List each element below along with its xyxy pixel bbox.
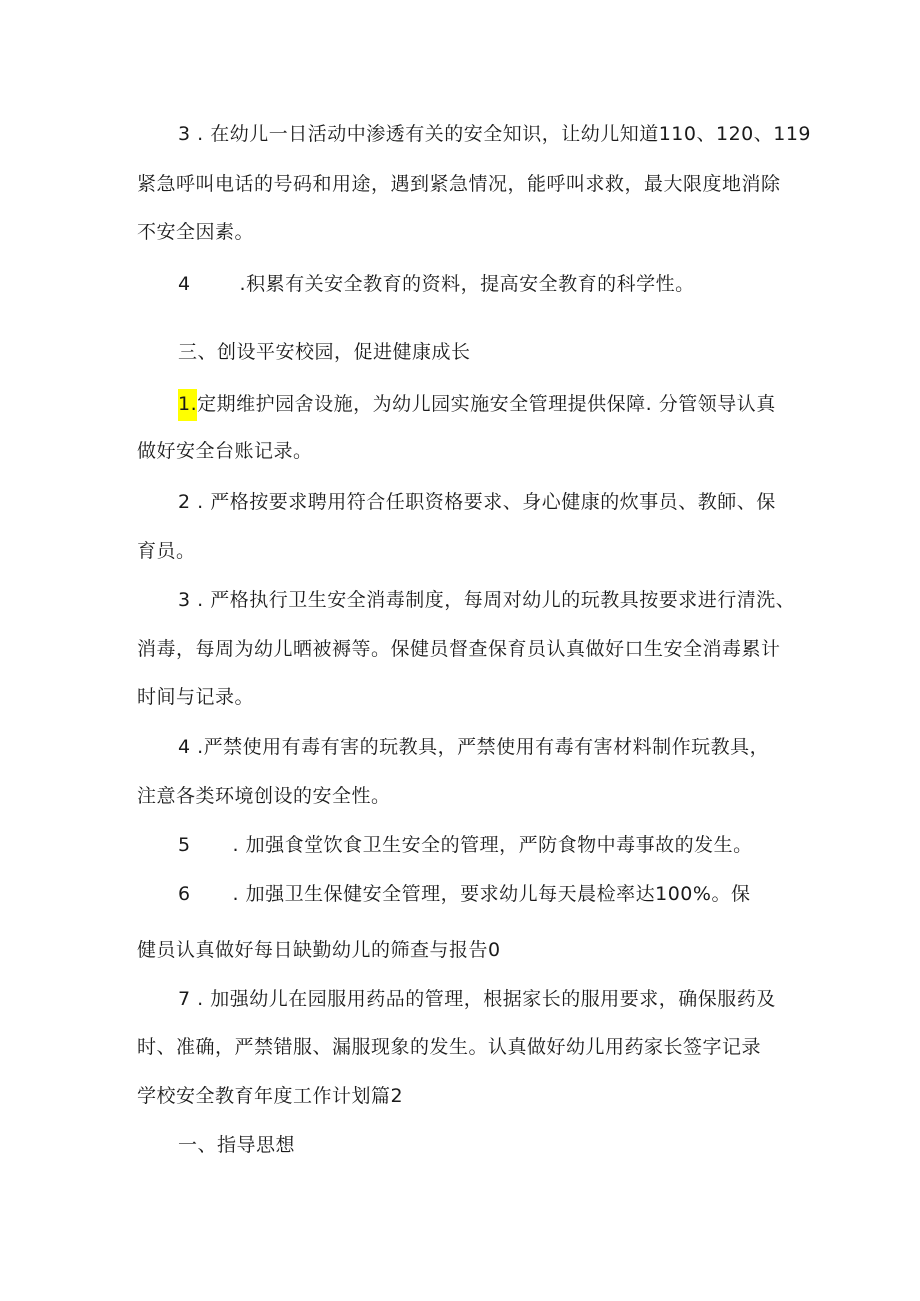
paragraph-line	[137, 219, 254, 245]
list-number: 5	[178, 834, 191, 856]
line-text: 时间与记录。	[137, 686, 255, 708]
list-number: 4	[178, 273, 191, 295]
paragraph-line	[137, 438, 313, 464]
line-text: 一、指导思想	[178, 1134, 296, 1156]
list-number: 2	[178, 491, 191, 513]
line-text: 健员认真做好每日缺勤幼儿的筛查与报告0	[137, 939, 501, 961]
line-text: 做好安全台账记录。	[137, 440, 313, 462]
paragraph-line	[178, 587, 795, 613]
list-number: 4	[178, 736, 191, 758]
line-text: 定期维护园舍设施，为幼儿园实施安全管理提供保障. 分管领导认真	[197, 393, 776, 415]
paragraph-line	[178, 881, 750, 907]
line-text: 不安全因素。	[137, 221, 255, 243]
list-number: 3	[178, 589, 191, 611]
paragraph-line	[137, 937, 501, 963]
paragraph-line	[137, 171, 781, 197]
line-text: . 在幼儿一日活动中渗透有关的安全知识，让幼儿知道110、120、119	[190, 123, 812, 145]
paragraph-line	[178, 832, 753, 858]
paragraph-line	[178, 389, 776, 421]
section-heading	[178, 1132, 295, 1158]
paragraph-line	[137, 1034, 761, 1060]
line-text: . 加强卫生保健安全管理，要求幼儿每天晨检率达100%。保	[226, 883, 751, 905]
line-text: 三、创设平安校园，促进健康成长	[178, 341, 471, 363]
line-text: 学校安全教育年度工作计划篇2	[137, 1085, 404, 1107]
paragraph-line	[178, 271, 695, 297]
paragraph-line	[178, 734, 769, 760]
list-number: 3	[178, 123, 191, 145]
line-text: 育员。	[137, 540, 196, 562]
document-subtitle	[137, 1083, 403, 1109]
list-number: 7	[178, 988, 191, 1010]
section-heading	[178, 339, 471, 365]
paragraph-line	[178, 121, 811, 147]
line-text: .严禁使用有毒有害的玩教具，严禁使用有毒有害材料制作玩教具，	[190, 736, 770, 758]
line-text: 紧急呼叫电话的号码和用途，遇到紧急情况，能呼叫求救，最大限度地消除	[137, 173, 781, 195]
paragraph-line	[137, 538, 196, 564]
line-text: . 加强食堂饮食卫生安全的管理，严防食物中毒事故的发生。	[226, 834, 753, 856]
line-text: . 加强幼儿在园服用药品的管理，根据家长的服用要求，确保服药及	[190, 988, 776, 1010]
line-text: 注意各类环境创设的安全性。	[137, 785, 391, 807]
list-number: 6	[178, 883, 191, 905]
paragraph-line	[178, 986, 776, 1012]
paragraph-line	[137, 684, 254, 710]
paragraph-line	[178, 489, 776, 515]
line-text: .积累有关安全教育的资料，提高安全教育的科学性。	[233, 273, 695, 295]
list-number-highlighted: 1.	[178, 389, 197, 421]
line-text: 消毒，每周为幼儿晒被褥等。保健员督查保育员认真做好口生安全消毒累计	[137, 638, 781, 660]
line-text: 时、准确，严禁错服、漏服现象的发生。认真做好幼儿用药家长签字记录	[137, 1036, 762, 1058]
paragraph-line	[137, 783, 391, 809]
line-text: . 严格执行卫生安全消毒制度，每周对幼儿的玩教具按要求进行清洗、	[190, 589, 796, 611]
paragraph-line	[137, 636, 781, 662]
line-text: . 严格按要求聘用符合任职资格要求、身心健康的炊事员、教師、保	[190, 491, 776, 513]
